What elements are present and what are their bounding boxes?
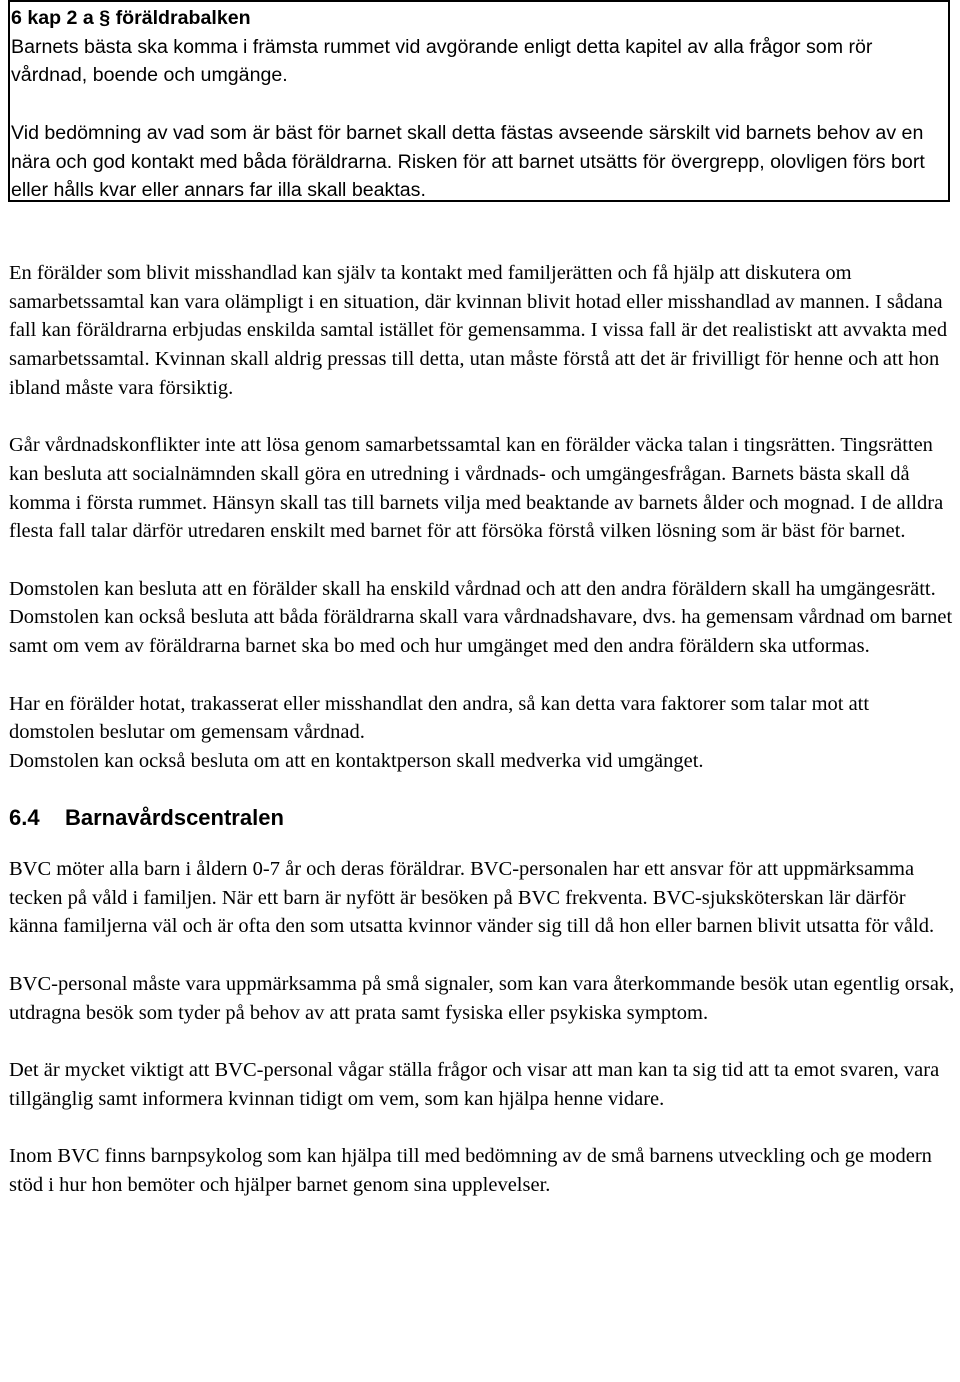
statute-paragraph: Barnets bästa ska komma i främsta rummet vid avgörande enligt detta kapitel av alla frågor som rör vårdnad, boende och umgänge. (11, 35, 873, 87)
section-paragraph: Inom BVC finns barnpsykolog som kan hjälpa till med bedömning av de små barnens utveckling och ge modern stöd i hur hon bemöter och hjälper barnet genom sina upplevelser. (9, 1144, 932, 1196)
body-paragraph: Domstolen kan också besluta om att en kontaktperson skall medverka vid umgänget. (9, 749, 704, 772)
body-paragraph: Går vårdnadskonflikter inte att lösa genom samarbetssamtal kan en förälder väcka talan i tingsrätten. Tingsrätten kan besluta att socialnämnden skall göra en utredning i vårdnads- och umgängesfrågan. Barnets bästa skall då komma i första rummet. Hänsyn skall tas till barnets vilja med beaktande av barnets ålder och mognad. I de alldra flesta fall talar därför utredaren enskilt med barnet för att försöka förstå vilken lösning som är bäst för barnet. (9, 434, 944, 543)
body-paragraph: Domstolen kan besluta att en förälder skall ha enskild vårdnad och att den andra föräldern skall ha umgängesrätt. Domstolen kan också besluta att båda föräldrarna skall vara vårdnadshavare, dvs. ha gemensam vårdnad om barnet samt om vem av föräldrarna barnet ska bo med och hur umgänget med den andra föräldern ska utformas. (9, 577, 953, 658)
body-paragraph: En förälder som blivit misshandlad kan själv ta kontakt med familjerätten och få hjälp att diskutera om samarbetssamtal kan vara olämpligt i en situation, där kvinnan blivit hotad eller misshandlad av mannen. I sådana fall kan föräldrarna erbjudas enskilda samtal istället för gemensamma. I vissa fall är det realistiskt att avvakta med samarbetssamtal. Kvinnan skall aldrig pressas till detta, utan måste förstå att det är frivilligt för henne och att hon ibland måste vara försiktig. (9, 262, 948, 399)
section-number: 6.4 (9, 805, 40, 831)
statute-paragraph: Vid bedömning av vad som är bäst för barnet skall detta fästas avseende särskilt vid barnets behov av en nära och god kontakt med båda föräldrarna. Risken för att barnet utsätts för övergrepp, olovligen förs bort eller hålls kvar eller annars far illa skall beaktas. (11, 121, 925, 202)
section-paragraph: BVC-personal måste vara uppmärksamma på små signaler, som kan vara återkommande besök utan egentlig orsak, utdragna besök som tyder på behov av att prata samt fysiska eller psykiska symptom. (9, 972, 955, 1024)
body-paragraph: Har en förälder hotat, trakasserat eller misshandlat den andra, så kan detta vara faktorer som talar mot att domstolen beslutar om gemensam vårdnad. (9, 692, 870, 744)
section-heading (9, 804, 955, 833)
paragraph-gap (11, 90, 948, 119)
statute-quote-box (8, 0, 950, 202)
statute-title: 6 kap 2 a § föräldrabalken (11, 7, 251, 29)
document-body (9, 259, 955, 1199)
section-title: Barnavårdscentralen (65, 805, 284, 831)
section-paragraph: Det är mycket viktigt att BVC-personal vågar ställa frågor och visar att man kan ta sig tid att ta emot svaren, vara tillgänglig samt informera kvinnan tidigt om vem, som kan hjälpa henne vidare. (9, 1058, 940, 1110)
section-paragraph: BVC möter alla barn i åldern 0-7 år och deras föräldrar. BVC-personalen har ett ansvar för att uppmärksamma tecken på våld i familjen. När ett barn är nyfött är besöken på BVC frekventa. BVC-sjuksköterskan lär därför känna familjerna väl och är ofta den som utsatta kvinnor vänder sig till då hon eller barnen blivit utsatta för våld. (9, 858, 935, 938)
